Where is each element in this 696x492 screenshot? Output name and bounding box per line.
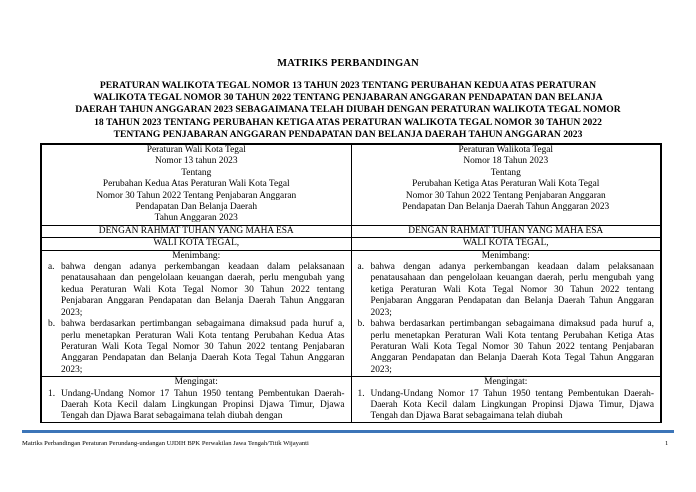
- menimbang-list: [358, 262, 655, 376]
- list-item: [358, 389, 655, 423]
- mengingat-row: [42, 377, 661, 423]
- mengingat-label: Mengingat:: [484, 377, 528, 388]
- regulation-header-row: [42, 145, 661, 226]
- left-mengingat: [42, 377, 352, 423]
- header-line: Nomor 13 tahun 2023: [154, 156, 238, 167]
- menimbang-label: Menimbang:: [172, 250, 221, 261]
- document-subtitle: [40, 80, 656, 141]
- header-line: Pendapatan Dan Belanja Daerah Tahun Anggaran 2023: [402, 202, 610, 213]
- header-line: Nomor 18 Tahun 2023: [463, 156, 549, 167]
- subtitle-line: WALIKOTA TEGAL NOMOR 30 TAHUN 2022 TENTANG PENJABARAN ANGGARAN PENDAPATAN DAN BELANJA: [93, 92, 603, 104]
- item-text: bahwa berdasarkan pertimbangan sebagaimana dimaksud pada huruf a, perlu menetapkan Peraturan Wali Kota tentang Perubahan Kedua Atas Peraturan Wali Kota Tegal Nomor 30 Tahun 2022 tentang Penjabaran Anggaran Pendapatan dan Belanja Daerah Kota Tegal Tahun Anggaran 2023;: [61, 319, 345, 375]
- header-line: Nomor 30 Tahun 2022 Tentang Penjabaran Anggaran: [96, 190, 297, 201]
- menimbang-list: [48, 262, 345, 376]
- header-line: Perubahan Ketiga Atas Peraturan Wali Kota Tegal: [412, 179, 600, 190]
- list-item: [48, 389, 345, 423]
- left-regulation-header: [42, 145, 352, 226]
- item-text: Undang-Undang Nomor 17 Tahun 1950 tentang Pembentukan Daerah-Daerah Kota Kecil dalam Lingkungan Propinsi Djawa Timur, Djawa Tengah dan Djawa Barat sebagaimana telah diubah dengan: [61, 388, 345, 422]
- comparison-table: [41, 144, 661, 423]
- preamble-row: [42, 225, 661, 237]
- item-text: Undang-Undang Nomor 17 Tahun 1950 tentang Pembentukan Daerah-Daerah Kota Kecil dalam Lingkungan Propinsi Djawa Timur, Djawa Tengah dan Djawa Barat sebagaimana telah diubah: [370, 388, 654, 422]
- item-text: bahwa dengan adanya perkembangan keadaan dalam pelaksanaan penatausahaan dan pengelolaan keuangan daerah, perlu mengubah yang kedua Peraturan Wali Kota Tegal Nomor 30 Tahun 2022 tentang Penjabaran Anggaran Pendapatan dan Belanja Daerah Tahun Anggaran 2023;: [61, 262, 345, 318]
- header-line: Peraturan Wali Kota Tegal: [146, 145, 246, 155]
- comparison-matrix: [40, 143, 662, 423]
- item-marker: 1.: [48, 388, 56, 399]
- item-marker: b.: [48, 319, 56, 330]
- header-line: Tentang: [181, 167, 212, 178]
- right-authority: WALI KOTA TEGAL,: [351, 238, 661, 250]
- mengingat-list: [48, 389, 345, 423]
- right-mengingat: [351, 377, 661, 423]
- mengingat-label: Mengingat:: [174, 377, 218, 388]
- left-menimbang: [42, 250, 352, 376]
- header-line: Nomor 30 Tahun 2022 Tentang Penjabaran Anggaran: [405, 190, 606, 201]
- subtitle-line: PERATURAN WALIKOTA TEGAL NOMOR 13 TAHUN 2023 TENTANG PERUBAHAN KEDUA ATAS PERATURAN: [99, 80, 597, 91]
- right-preamble: DENGAN RAHMAT TUHAN YANG MAHA ESA: [351, 225, 661, 237]
- menimbang-row: [42, 250, 661, 376]
- page-number: 1: [665, 440, 669, 447]
- subtitle-line: TENTANG PENJABARAN ANGGARAN PENDAPATAN DAN BELANJA DAERAH TAHUN ANGGARAN 2023: [113, 128, 583, 140]
- item-text: bahwa berdasarkan pertimbangan sebagaimana dimaksud pada huruf a, perlu menetapkan Peraturan Wali Kota tentang Perubahan Ketiga Atas Peraturan Wali Kota Tegal Nomor 30 Tahun 2022 tentang Penjabaran Anggaran Pendapatan dan Belanja Daerah Kota Tegal Tahun Anggaran 2023;: [370, 319, 654, 375]
- right-menimbang: [351, 250, 661, 376]
- left-authority: WALI KOTA TEGAL,: [42, 238, 352, 250]
- item-text: bahwa dengan adanya perkembangan keadaan dalam pelaksanaan penatausahaan dan pengelolaan keuangan daerah, perlu mengubah yang ketiga Peraturan Wali Kota Tegal Nomor 30 Tahun 2022 tentang Penjabaran Anggaran Pendapatan dan Belanja Daerah Tahun Anggaran 2023;: [370, 262, 654, 318]
- page-title: MATRIKS PERBANDINGAN: [277, 58, 419, 69]
- list-item: [358, 262, 655, 319]
- right-regulation-header: [351, 145, 661, 226]
- item-marker: 1.: [357, 388, 365, 399]
- item-marker: b.: [357, 319, 365, 330]
- item-marker: a.: [357, 262, 365, 273]
- list-item: [48, 319, 345, 376]
- footer-text: Matriks Perbandingan Peraturan Perundang-undangan UJDIH BPK Perwakilan Jawa Tengah/Titik Wijayanti: [22, 440, 309, 447]
- list-item: [48, 262, 345, 319]
- header-line: Tentang: [490, 167, 521, 178]
- header-line: Tahun Anggaran 2023: [154, 213, 238, 224]
- authority-row: [42, 238, 661, 250]
- header-line: Pendapatan Dan Belanja Daerah: [135, 202, 258, 213]
- footer-rule: [22, 430, 674, 433]
- header-line: Perubahan Kedua Atas Peraturan Wali Kota Tegal: [102, 179, 290, 190]
- subtitle-line: 18 TAHUN 2023 TENTANG PERUBAHAN KETIGA ATAS PERATURAN WALIKOTA TEGAL NOMOR 30 TAHUN 2022: [94, 116, 602, 128]
- item-marker: a.: [48, 262, 55, 273]
- mengingat-list: [358, 389, 655, 423]
- list-item: [358, 319, 655, 376]
- left-preamble: DENGAN RAHMAT TUHAN YANG MAHA ESA: [42, 225, 352, 237]
- subtitle-line: DAERAH TAHUN ANGGARAN 2023 SEBAGAIMANA TELAH DIUBAH DENGAN PERATURAN WALIKOTA TEGAL NOMOR: [75, 104, 621, 116]
- header-line: Peraturan Walikota Tegal: [458, 145, 554, 155]
- menimbang-label: Menimbang:: [481, 250, 530, 261]
